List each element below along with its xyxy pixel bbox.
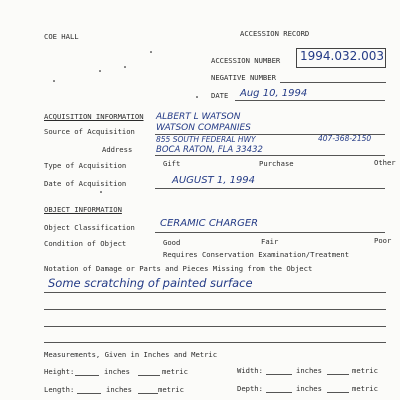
height-label: Height: <box>44 367 75 376</box>
acquisition-date-label: Date of Acquisition <box>44 179 127 188</box>
width-inches-line[interactable] <box>266 374 292 375</box>
scan-speck <box>150 51 152 53</box>
address-line1: 855 SOUTH FEDERAL HWY <box>156 135 256 144</box>
damage-line-3[interactable] <box>44 326 386 327</box>
condition-option-fair[interactable]: Fair <box>261 237 279 246</box>
depth-inches-label: inches <box>296 384 322 393</box>
object-section-title: OBJECT INFORMATION <box>44 205 122 214</box>
damage-line-2[interactable] <box>44 309 386 310</box>
acquisition-section-title: ACQUISITION INFORMATION <box>44 112 144 121</box>
length-metric-line[interactable] <box>138 393 158 394</box>
address-line[interactable] <box>155 155 385 156</box>
length-inches-label: inches <box>106 385 132 394</box>
depth-metric-line[interactable] <box>327 392 349 393</box>
height-metric-line[interactable] <box>138 375 160 376</box>
conservation-note[interactable]: Requires Conservation Examination/Treatment <box>163 250 350 259</box>
acquisition-date-value: AUGUST 1, 1994 <box>172 175 256 186</box>
date-label: DATE <box>211 91 229 100</box>
width-metric-label: metric <box>352 366 378 375</box>
accession-number-value: 1994.032.003 <box>300 49 384 63</box>
date-line[interactable] <box>235 100 385 101</box>
depth-inches-line[interactable] <box>266 392 292 393</box>
depth-metric-label: metric <box>352 384 378 393</box>
address-line2: BOCA RATON, FLA 33432 <box>156 145 263 155</box>
negative-number-line[interactable] <box>280 82 386 83</box>
scan-speck <box>196 96 198 98</box>
height-inches-label: inches <box>104 367 130 376</box>
scan-speck <box>100 191 102 193</box>
width-label: Width: <box>237 366 263 375</box>
height-metric-label: metric <box>162 367 188 376</box>
institution-name: COE HALL <box>44 32 79 41</box>
damage-value: Some scratching of painted surface <box>48 276 253 290</box>
length-metric-label: metric <box>158 385 184 394</box>
negative-number-label: NEGATIVE NUMBER <box>211 73 276 82</box>
condition-label: Condition of Object <box>44 239 127 248</box>
scan-speck <box>99 70 101 72</box>
width-metric-line[interactable] <box>327 374 349 375</box>
source-name: ALBERT L WATSON <box>156 112 241 122</box>
scan-speck <box>124 66 126 68</box>
source-label: Source of Acquisition <box>44 127 135 136</box>
form-title: ACCESSION RECORD <box>240 29 310 38</box>
damage-label: Notation of Damage or Parts and Pieces Missing from the Object <box>44 264 313 273</box>
depth-label: Depth: <box>237 384 263 393</box>
source-company: WATSON COMPANIES <box>156 123 251 133</box>
type-option-purchase[interactable]: Purchase <box>259 159 294 168</box>
length-inches-line[interactable] <box>77 393 101 394</box>
width-inches-label: inches <box>296 366 322 375</box>
address-label: Address <box>102 145 133 154</box>
scan-speck <box>53 80 55 82</box>
condition-option-good[interactable]: Good <box>163 238 181 247</box>
damage-line-4[interactable] <box>44 342 386 343</box>
type-label: Type of Acquisition <box>44 161 127 170</box>
address-phone: 407-368-2150 <box>318 134 372 143</box>
damage-line-1[interactable] <box>44 292 386 293</box>
condition-option-poor[interactable]: Poor <box>374 236 392 245</box>
classification-label: Object Classification <box>44 223 135 232</box>
type-option-other[interactable]: Other <box>374 158 396 167</box>
classification-value: CERAMIC CHARGER <box>160 218 259 229</box>
acquisition-date-line[interactable] <box>155 188 385 189</box>
height-inches-line[interactable] <box>75 375 99 376</box>
type-option-gift[interactable]: Gift <box>163 159 181 168</box>
measurements-title: Measurements, Given in Inches and Metric <box>44 350 218 359</box>
date-value: Aug 10, 1994 <box>240 88 308 99</box>
length-label: Length: <box>44 385 75 394</box>
accession-number-label: ACCESSION NUMBER <box>211 56 281 65</box>
classification-line[interactable] <box>155 232 385 233</box>
